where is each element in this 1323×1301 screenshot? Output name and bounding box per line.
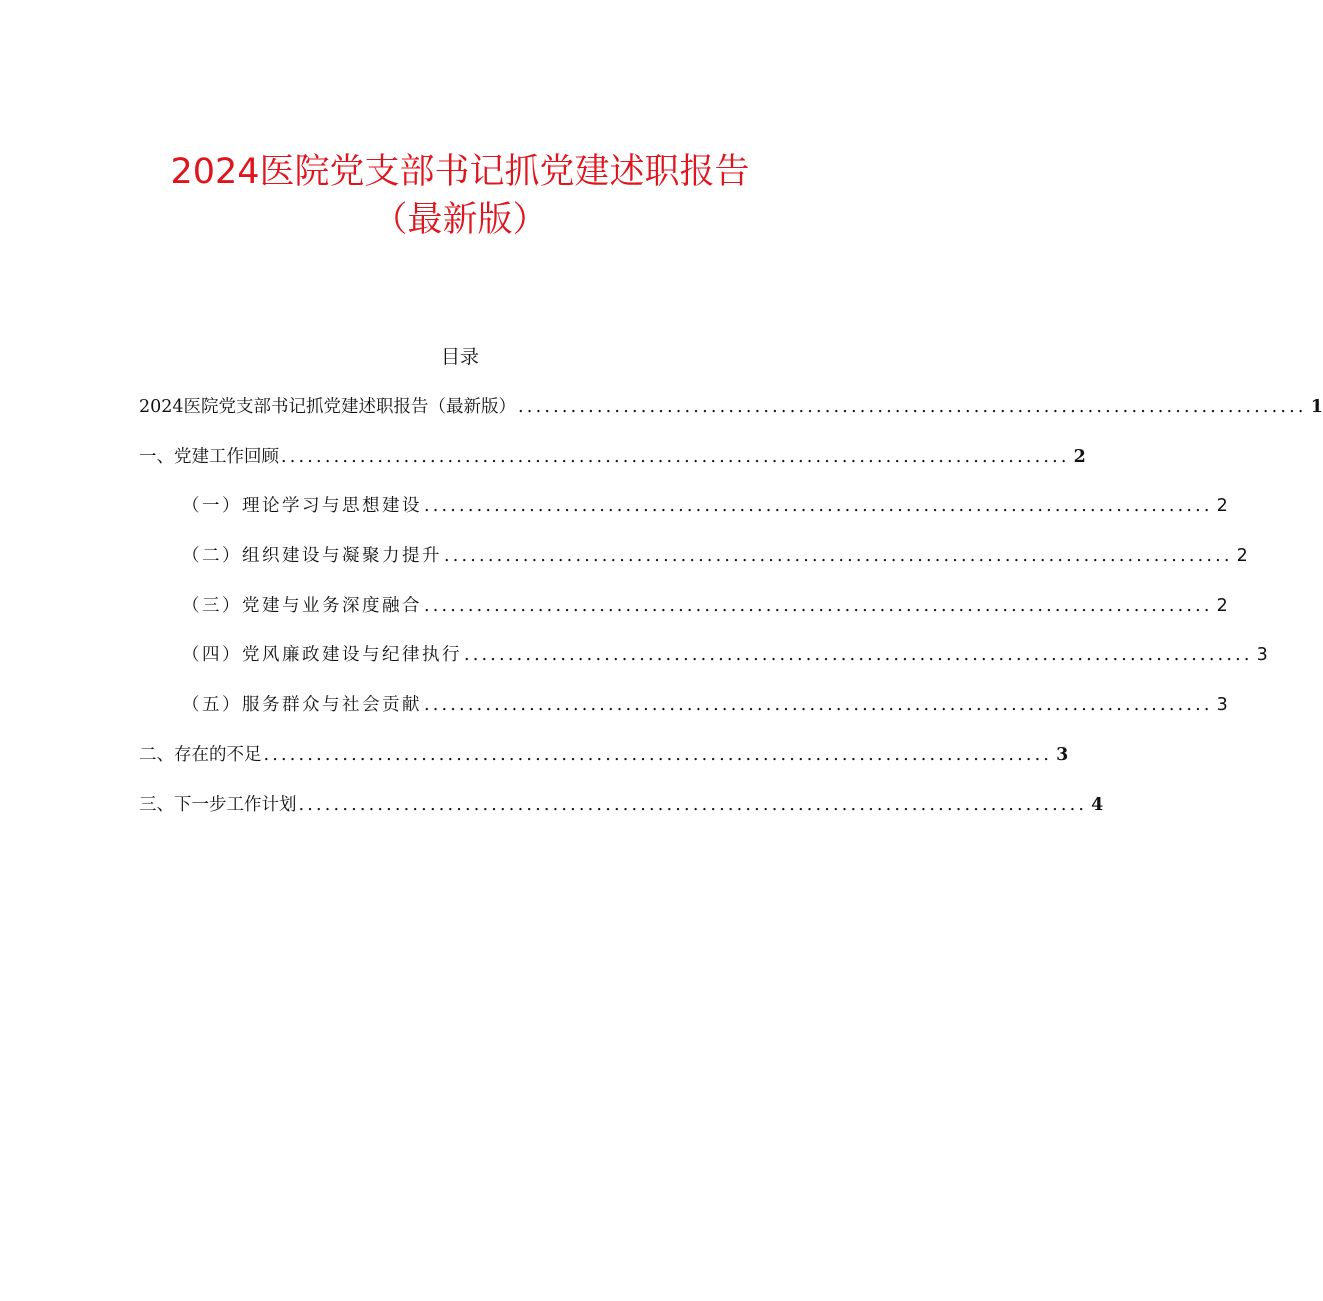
dot-leader: .......................................................................................... — [263, 745, 1053, 765]
toc-entry-page: 4 — [1091, 795, 1104, 815]
toc-entry-label: 二、存在的不足 — [139, 745, 262, 765]
toc-entry-page: 2 — [1216, 496, 1228, 516]
dot-leader: .......................................................................................... — [281, 447, 1070, 467]
toc-entry-page: 2 — [1216, 596, 1228, 616]
dot-leader: .......................................................................................... — [424, 596, 1213, 616]
toc-entry-subsection-1[interactable] — [182, 492, 1228, 520]
toc-entry-page: 3 — [1056, 745, 1069, 765]
toc-entry-label: （二）组织建设与凝聚力提升 — [182, 546, 442, 566]
toc-entry-title[interactable] — [139, 393, 1323, 421]
toc-entry-label: （三）党建与业务深度融合 — [182, 596, 422, 616]
document-title: 2024医院党支部书记抓党建述职报告 — [170, 152, 750, 192]
toc-entry-label: （五）服务群众与社会贡献 — [182, 695, 422, 715]
document-subtitle: （最新版） — [372, 200, 548, 240]
dot-leader: .......................................................................................... — [444, 546, 1233, 566]
toc-entry-section-3[interactable] — [139, 791, 1104, 819]
toc-entry-page: 1 — [1310, 397, 1323, 417]
toc-entry-label: 三、下一步工作计划 — [139, 795, 297, 815]
toc-entry-subsection-5[interactable] — [182, 691, 1228, 719]
toc-entry-subsection-2[interactable] — [182, 542, 1248, 570]
toc-entry-page: 3 — [1216, 695, 1228, 715]
dot-leader: .......................................................................................... — [298, 795, 1088, 815]
toc-entry-label: 2024医院党支部书记抓党建述职报告（最新版） — [139, 397, 517, 417]
toc-entry-label: 一、党建工作回顾 — [139, 447, 279, 467]
toc-entry-subsection-3[interactable] — [182, 592, 1228, 620]
toc-entry-page: 3 — [1256, 645, 1268, 665]
toc-entry-section-1[interactable] — [139, 443, 1086, 471]
toc-entry-page: 2 — [1073, 447, 1086, 467]
toc-entry-page: 2 — [1236, 546, 1248, 566]
dot-leader: .......................................................................................... — [518, 397, 1307, 417]
dot-leader: .......................................................................................... — [424, 695, 1213, 715]
toc-entry-subsection-4[interactable] — [182, 641, 1268, 669]
toc-entry-label: （四）党风廉政建设与纪律执行 — [182, 645, 462, 665]
toc-entry-label: （一）理论学习与思想建设 — [182, 496, 422, 516]
dot-leader: .......................................................................................... — [424, 496, 1213, 516]
toc-heading: 目录 — [440, 346, 479, 368]
toc-entry-section-2[interactable] — [139, 741, 1069, 769]
dot-leader: .......................................................................................... — [464, 645, 1253, 665]
